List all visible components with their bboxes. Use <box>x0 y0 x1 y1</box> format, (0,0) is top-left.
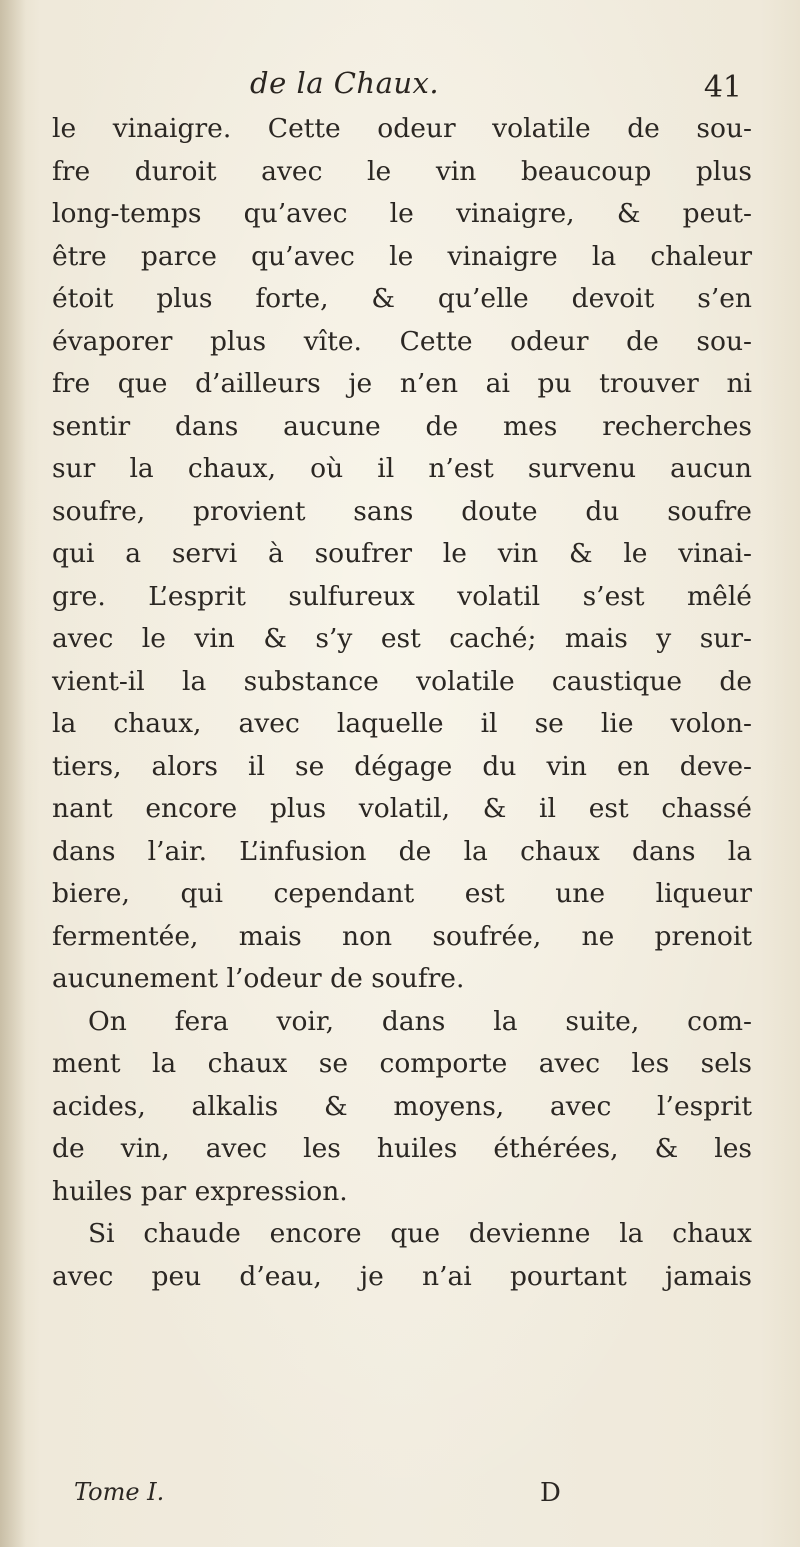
text-line: dans l’air. L’infusion de la chaux dans la <box>52 835 752 867</box>
text-line: de vin, avec les huiles éthérées, & les <box>52 1133 752 1164</box>
text-line: long-temps qu’avec le vinaigre, & peut- <box>52 198 752 229</box>
text-line: être parce qu’avec le vinaigre la chaleur <box>52 240 752 272</box>
volume-signature: Tome I. <box>74 1478 165 1506</box>
text-line: gre. L’esprit sulfureux volatil s’est mêlé <box>52 580 752 612</box>
text-line: avec peu d’eau, je n’ai pourtant jamais <box>52 1260 752 1292</box>
text-line: biere, qui cependant est une liqueur <box>52 878 752 909</box>
text-line-paragraph-end: huiles par expression. <box>52 1175 348 1207</box>
text-line: qui a servi à soufrer le vin & le vinai- <box>52 538 752 569</box>
text-line: étoit plus forte, & qu’elle devoit s’en <box>52 283 752 314</box>
text-line: évaporer plus vîte. Cette odeur de sou- <box>52 325 752 357</box>
text-line: sur la chaux, où il n’est survenu aucun <box>52 453 752 484</box>
gutter-shadow <box>0 0 26 1547</box>
text-line: fre que d’ailleurs je n’en ai pu trouver ni <box>52 368 752 399</box>
text-line: tiers, alors il se dégage du vin en deve- <box>52 750 752 782</box>
gathering-signature: D <box>540 1478 561 1508</box>
page-number: 41 <box>703 70 742 105</box>
text-line-paragraph-end: aucunement l’odeur de soufre. <box>52 963 465 994</box>
running-head-title: de la Chaux. <box>250 66 440 100</box>
text-line: avec le vin & s’y est caché; mais y sur- <box>52 623 752 654</box>
text-line: soufre, provient sans doute du soufre <box>52 495 752 527</box>
text-line: ment la chaux se comporte avec les sels <box>52 1048 752 1079</box>
text-line: fre duroit avec le vin beaucoup plus <box>52 155 752 187</box>
text-line: acides, alkalis & moyens, avec l’esprit <box>52 1090 752 1122</box>
text-line: fermentée, mais non soufrée, ne prenoit <box>52 920 752 952</box>
running-head <box>60 66 750 106</box>
text-line: sentir dans aucune de mes recherches <box>52 410 752 442</box>
text-line-paragraph-start: On fera voir, dans la suite, com- <box>88 1005 752 1037</box>
page-footer <box>52 1478 752 1518</box>
text-line-paragraph-start: Si chaude encore que devienne la chaux <box>88 1218 752 1249</box>
text-line: vient-il la substance volatile caustique de <box>52 665 752 697</box>
text-line: nant encore plus volatil, & il est chassé <box>52 793 752 824</box>
body-text <box>52 108 752 1298</box>
text-line: la chaux, avec laquelle il se lie volon- <box>52 708 752 739</box>
text-line: le vinaigre. Cette odeur volatile de sou- <box>52 113 752 144</box>
